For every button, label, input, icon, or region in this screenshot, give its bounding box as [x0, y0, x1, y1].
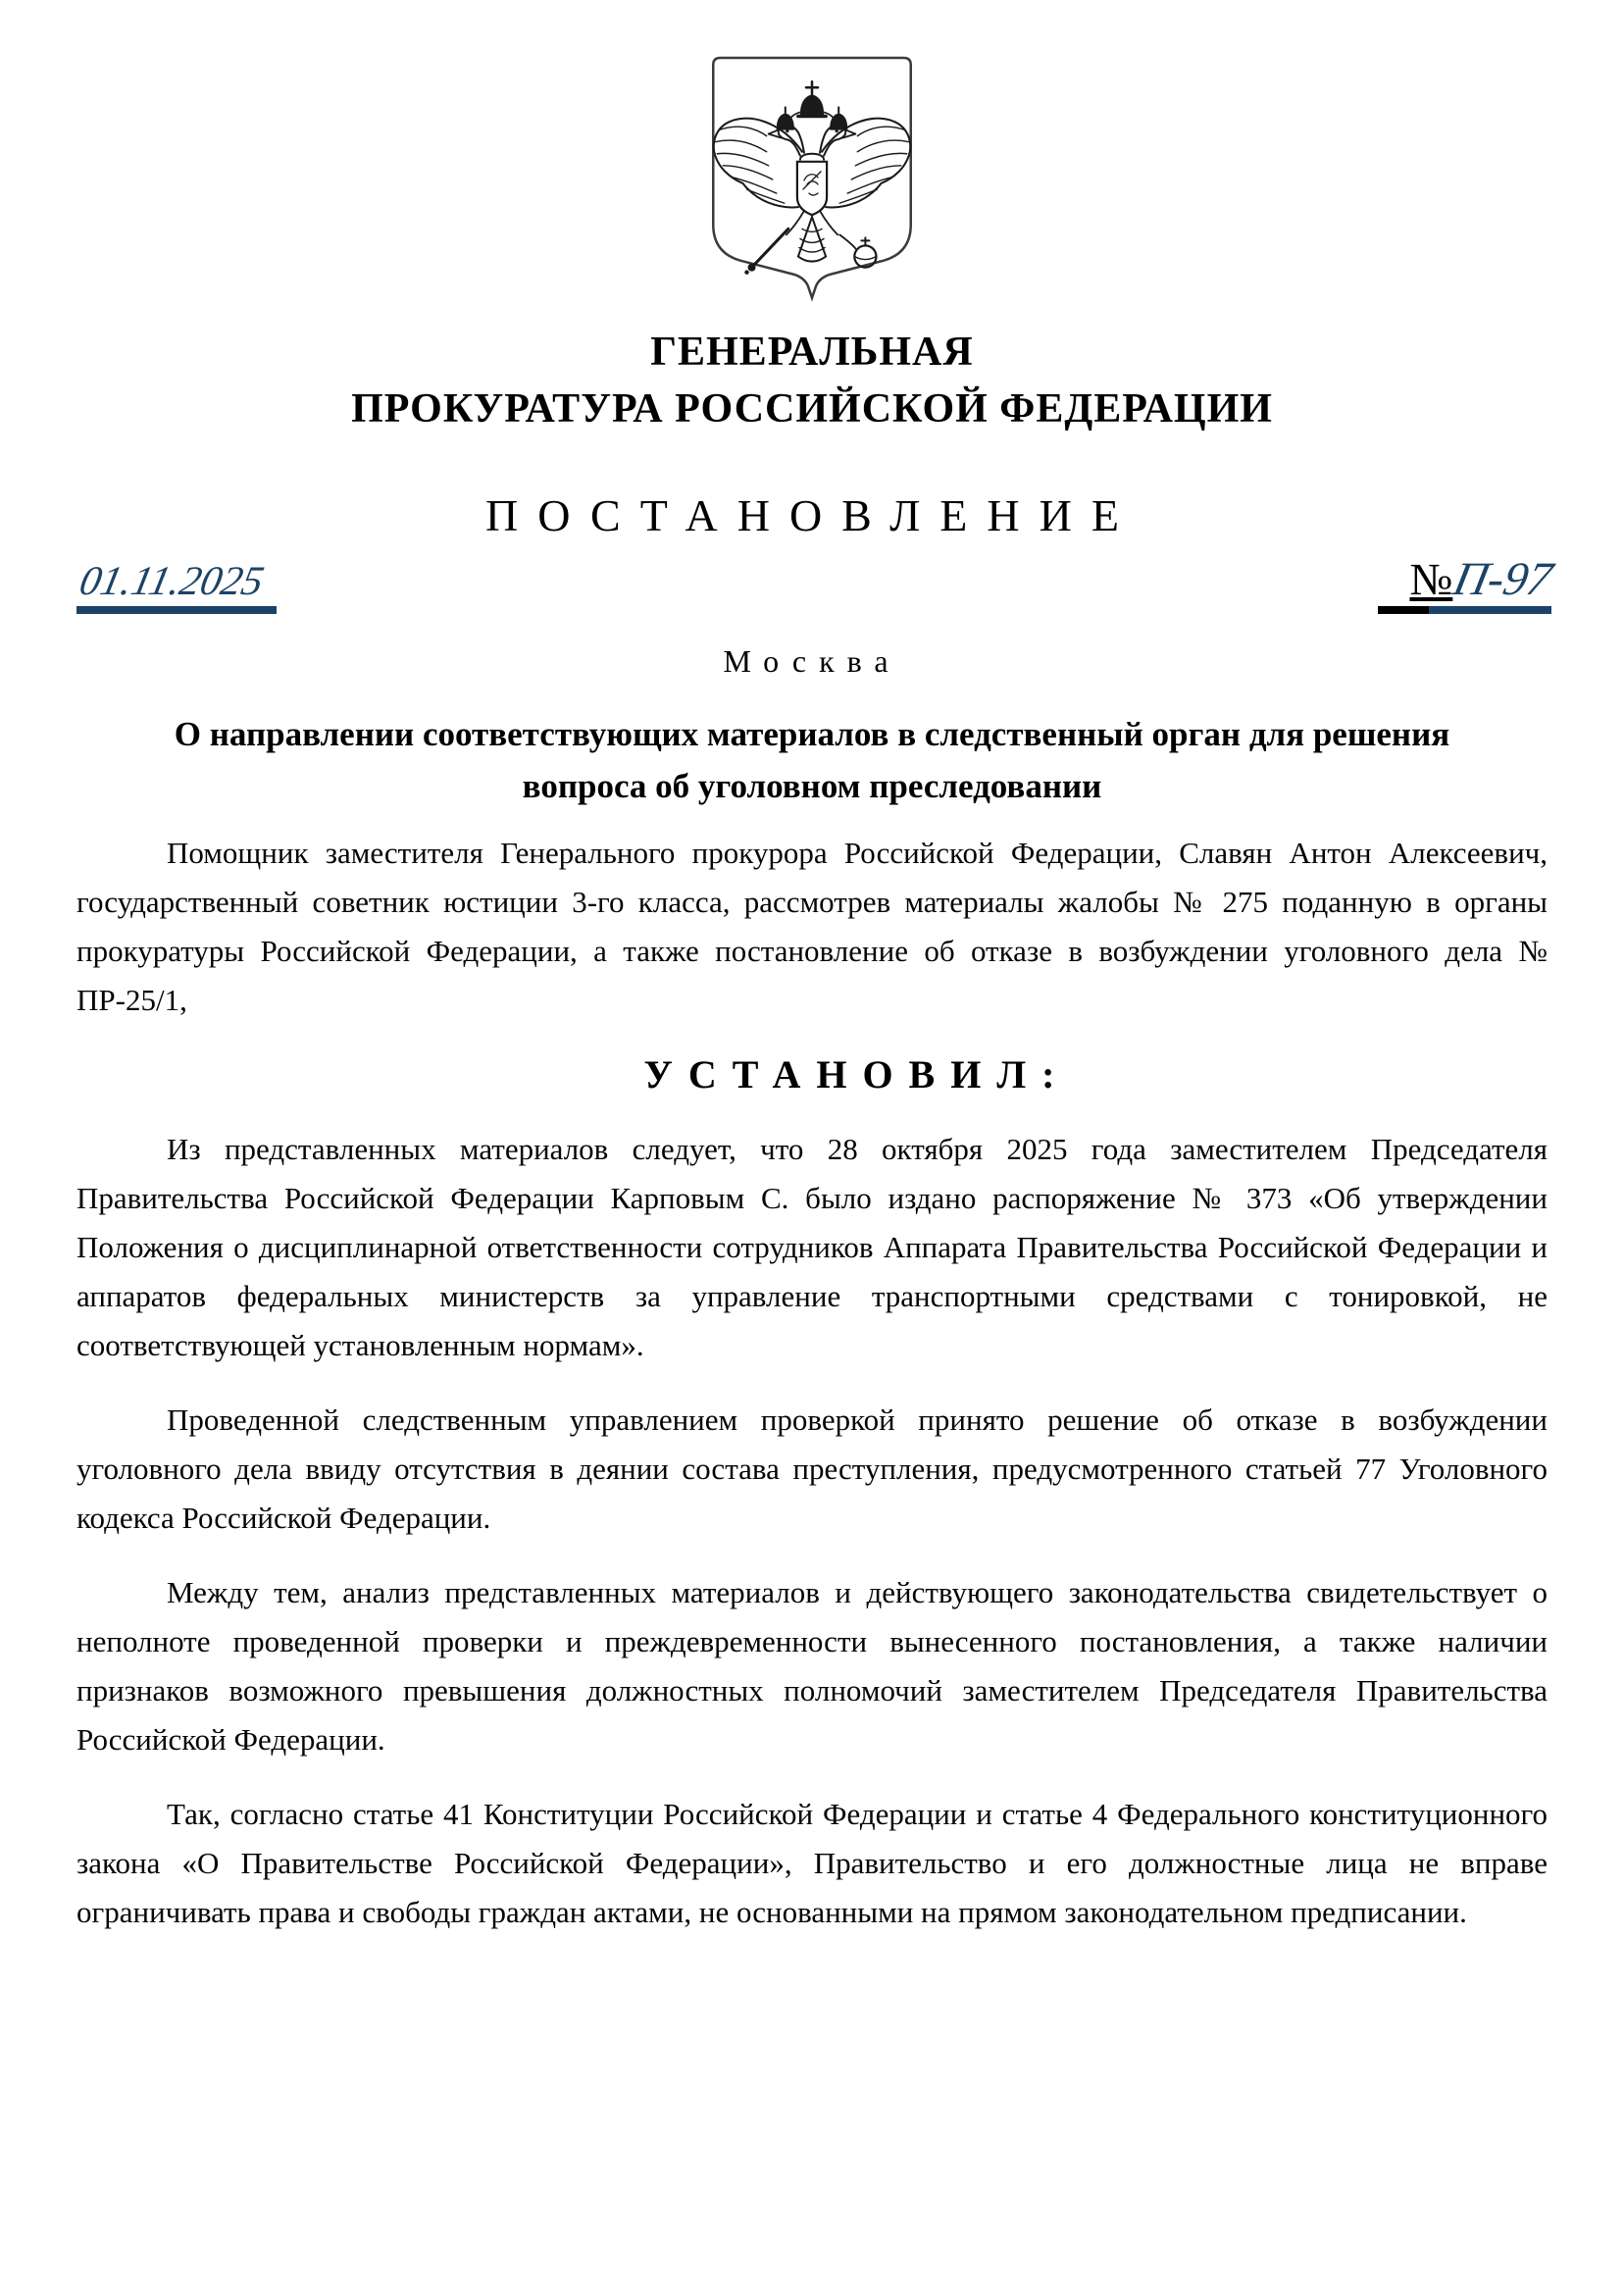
body-paragraph: Из представленных материалов следует, что 28 октября 2025 года заместителем Председателя Правительства Российской Федерации Карповым С. было издано распоряжение № 373 «Об утверждении Положения о дисциплинарной ответственности сотрудников Аппарата Правительства Российской Федерации и аппаратов федеральных министерств за управление транспортными средствами с тонировкой, не соответствующей установленным нормам».: [76, 1132, 1548, 1362]
org-name-line2: ПРОКУРАТУРА РОССИЙСКОЙ ФЕДЕРАЦИИ: [351, 386, 1273, 432]
city-label: Москва: [723, 643, 901, 679]
body-paragraph: Между тем, анализ представленных материалов и действующего законодательства свидетельствует о неполноте проведенной проверки и преждевременности вынесенного постановления, а также наличии признаков возможного превышения должностных полномочий заместителем Председателя Правительства Российской Федерации.: [76, 1575, 1548, 1757]
established-heading: УСТАНОВИЛ:: [643, 1052, 1071, 1096]
org-name: [0, 324, 1624, 437]
body-paragraph: Проведенной следственным управлением проверкой принято решение об отказе в возбуждении уголовного дела ввиду отсутствия в деянии состава преступления, предусмотренного статьей 77 Уголовного кодекса Российской Федерации.: [76, 1402, 1548, 1535]
document-type-title: ПОСТАНОВЛЕНИЕ: [485, 490, 1139, 540]
number-underline: [1378, 606, 1551, 614]
subject-title: О направлении соответствующих материалов в следственный орган для решения вопроса об уголовном преследовании: [174, 715, 1450, 805]
date-field: [76, 560, 277, 614]
document-body: [76, 829, 1548, 1963]
number-underline-blue: [1429, 606, 1551, 614]
number-field: [1378, 553, 1557, 614]
number-underline-black: [1378, 606, 1429, 614]
body-paragraph: Помощник заместителя Генерального прокурора Российской Федерации, Славян Антон Алексеевич, государственный советник юстиции 3-го класса, рассмотрев материалы жалобы № 275 поданную в органы прокуратуры Российской Федерации, а также постановление об отказе в возбуждении уголовного дела № ПР-25/1,: [76, 836, 1548, 1017]
number-value: П-97: [1448, 553, 1557, 605]
date-value: 01.11.2025: [76, 559, 268, 604]
russian-coat-of-arms-icon: [705, 53, 919, 322]
org-name-line1: ГЕНЕРАЛЬНАЯ: [650, 330, 974, 375]
body-paragraph: Так, согласно статье 41 Конституции Российской Федерации и статье 4 Федерального конституционного закона «О Правительстве Российской Федерации», Правительство и его должностные лица не вправе ограничивать права и свободы граждан актами, не основанными на прямом законодательном предписании.: [76, 1797, 1548, 1929]
date-number-row: [76, 551, 1557, 614]
number-sign: №: [1409, 554, 1453, 604]
